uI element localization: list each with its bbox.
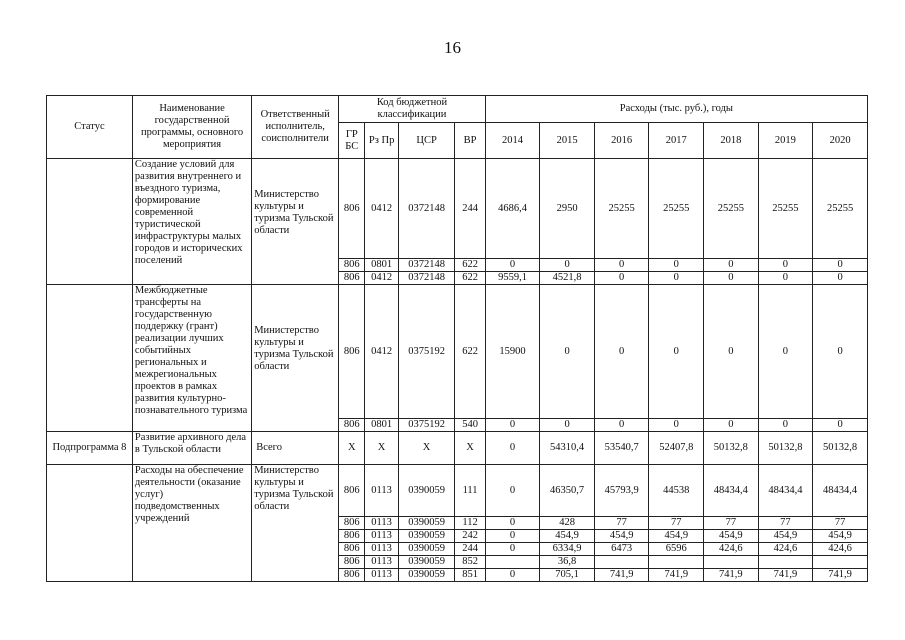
vr-cell: 112 bbox=[455, 517, 485, 530]
amount-cell: 0 bbox=[540, 285, 595, 419]
csr-cell: 0375192 bbox=[398, 419, 455, 432]
rzpr-cell: 0113 bbox=[365, 569, 398, 582]
amount-cell: 0 bbox=[813, 419, 868, 432]
amount-cell bbox=[594, 556, 649, 569]
grbs-cell: 806 bbox=[339, 465, 365, 517]
header-year: 2018 bbox=[704, 123, 759, 159]
amount-cell: 53540,7 bbox=[594, 432, 649, 465]
vr-cell: Х bbox=[455, 432, 485, 465]
vr-cell: 540 bbox=[455, 419, 485, 432]
grbs-cell: 806 bbox=[339, 419, 365, 432]
vr-cell: 242 bbox=[455, 530, 485, 543]
amount-cell: 0 bbox=[649, 259, 704, 272]
rzpr-cell: 0113 bbox=[365, 543, 398, 556]
amount-cell: 454,9 bbox=[649, 530, 704, 543]
vr-cell: 111 bbox=[455, 465, 485, 517]
vr-cell: 622 bbox=[455, 259, 485, 272]
csr-cell: Х bbox=[398, 432, 455, 465]
amount-cell: 44538 bbox=[649, 465, 704, 517]
amount-cell: 428 bbox=[540, 517, 595, 530]
amount-cell: 0 bbox=[485, 543, 540, 556]
csr-cell: 0372148 bbox=[398, 272, 455, 285]
grbs-cell: 806 bbox=[339, 272, 365, 285]
amount-cell: 741,9 bbox=[813, 569, 868, 582]
rzpr-cell: 0113 bbox=[365, 517, 398, 530]
amount-cell: 0 bbox=[813, 272, 868, 285]
grbs-cell: 806 bbox=[339, 517, 365, 530]
header-csr: ЦСР bbox=[398, 123, 455, 159]
amount-cell: 0 bbox=[649, 285, 704, 419]
table-row bbox=[47, 159, 868, 259]
amount-cell: 0 bbox=[758, 285, 813, 419]
amount-cell: 2950 bbox=[540, 159, 595, 259]
amount-cell: 0 bbox=[540, 419, 595, 432]
table-row bbox=[47, 285, 868, 419]
amount-cell: 424,6 bbox=[813, 543, 868, 556]
amount-cell: 15900 bbox=[485, 285, 540, 419]
header-year: 2019 bbox=[758, 123, 813, 159]
amount-cell: 454,9 bbox=[704, 530, 759, 543]
amount-cell: 0 bbox=[813, 259, 868, 272]
header-expenses: Расходы (тыс. руб.), годы bbox=[485, 96, 867, 123]
amount-cell: 4521,8 bbox=[540, 272, 595, 285]
grbs-cell: 806 bbox=[339, 530, 365, 543]
grbs-cell: Х bbox=[339, 432, 365, 465]
csr-cell: 0390059 bbox=[398, 517, 455, 530]
header-program-name: Наименование государственной программы, основного мероприятия bbox=[132, 96, 251, 159]
amount-cell: 25255 bbox=[704, 159, 759, 259]
amount-cell: 77 bbox=[649, 517, 704, 530]
amount-cell: 50132,8 bbox=[704, 432, 759, 465]
csr-cell: 0390059 bbox=[398, 556, 455, 569]
amount-cell: 0 bbox=[594, 272, 649, 285]
amount-cell: 454,9 bbox=[758, 530, 813, 543]
amount-cell: 0 bbox=[540, 259, 595, 272]
amount-cell: 54310,4 bbox=[540, 432, 595, 465]
amount-cell: 741,9 bbox=[704, 569, 759, 582]
amount-cell: 0 bbox=[758, 419, 813, 432]
amount-cell: 0 bbox=[649, 272, 704, 285]
amount-cell: 454,9 bbox=[540, 530, 595, 543]
amount-cell: 0 bbox=[704, 285, 759, 419]
executor-cell: Министерство культуры и туризма Тульской области bbox=[252, 159, 339, 285]
amount-cell: 0 bbox=[485, 569, 540, 582]
status-cell: Подпрограмма 8 bbox=[47, 432, 133, 465]
header-status: Статус bbox=[47, 96, 133, 159]
grbs-cell: 806 bbox=[339, 556, 365, 569]
amount-cell: 0 bbox=[758, 259, 813, 272]
status-cell bbox=[47, 159, 133, 285]
header-year: 2020 bbox=[813, 123, 868, 159]
rzpr-cell: 0801 bbox=[365, 259, 398, 272]
amount-cell: 48434,4 bbox=[758, 465, 813, 517]
status-cell bbox=[47, 465, 133, 582]
rzpr-cell: 0412 bbox=[365, 159, 398, 259]
amount-cell: 48434,4 bbox=[704, 465, 759, 517]
amount-cell: 454,9 bbox=[594, 530, 649, 543]
vr-cell: 244 bbox=[455, 159, 485, 259]
amount-cell: 50132,8 bbox=[758, 432, 813, 465]
executor-cell: Всего bbox=[252, 432, 339, 465]
amount-cell: 0 bbox=[485, 432, 540, 465]
amount-cell bbox=[485, 556, 540, 569]
csr-cell: 0372148 bbox=[398, 259, 455, 272]
amount-cell: 705,1 bbox=[540, 569, 595, 582]
amount-cell: 77 bbox=[594, 517, 649, 530]
amount-cell: 0 bbox=[704, 259, 759, 272]
program-name-cell: Расходы на обеспечение деятельности (оказание услуг) подведомственных учреждений bbox=[132, 465, 251, 582]
header-rzpr: Рз Пр bbox=[365, 123, 398, 159]
executor-cell: Министерство культуры и туризма Тульской области bbox=[252, 465, 339, 582]
rzpr-cell: 0113 bbox=[365, 465, 398, 517]
grbs-cell: 806 bbox=[339, 159, 365, 259]
amount-cell: 6596 bbox=[649, 543, 704, 556]
rzpr-cell: Х bbox=[365, 432, 398, 465]
amount-cell: 6473 bbox=[594, 543, 649, 556]
vr-cell: 622 bbox=[455, 285, 485, 419]
executor-cell: Министерство культуры и туризма Тульской области bbox=[252, 285, 339, 432]
amount-cell: 741,9 bbox=[649, 569, 704, 582]
amount-cell bbox=[704, 556, 759, 569]
amount-cell: 0 bbox=[704, 272, 759, 285]
table-row bbox=[47, 465, 868, 517]
amount-cell: 52407,8 bbox=[649, 432, 704, 465]
amount-cell: 77 bbox=[704, 517, 759, 530]
amount-cell: 0 bbox=[704, 419, 759, 432]
amount-cell bbox=[758, 556, 813, 569]
amount-cell: 4686,4 bbox=[485, 159, 540, 259]
header-budget-code: Код бюджетной классификации bbox=[339, 96, 486, 123]
header-year: 2016 bbox=[594, 123, 649, 159]
program-name-cell: Развитие архивного дела в Тульской области bbox=[132, 432, 251, 465]
amount-cell: 0 bbox=[594, 259, 649, 272]
amount-cell: 741,9 bbox=[594, 569, 649, 582]
amount-cell: 741,9 bbox=[758, 569, 813, 582]
table-row bbox=[47, 432, 868, 465]
grbs-cell: 806 bbox=[339, 259, 365, 272]
header-vr: ВР bbox=[455, 123, 485, 159]
vr-cell: 622 bbox=[455, 272, 485, 285]
amount-cell: 45793,9 bbox=[594, 465, 649, 517]
amount-cell: 0 bbox=[758, 272, 813, 285]
amount-cell: 36,8 bbox=[540, 556, 595, 569]
amount-cell: 6334,9 bbox=[540, 543, 595, 556]
vr-cell: 851 bbox=[455, 569, 485, 582]
rzpr-cell: 0801 bbox=[365, 419, 398, 432]
csr-cell: 0372148 bbox=[398, 159, 455, 259]
vr-cell: 852 bbox=[455, 556, 485, 569]
rzpr-cell: 0113 bbox=[365, 556, 398, 569]
header-grbs: ГР БС bbox=[339, 123, 365, 159]
amount-cell: 77 bbox=[813, 517, 868, 530]
amount-cell: 0 bbox=[485, 465, 540, 517]
amount-cell bbox=[813, 556, 868, 569]
amount-cell: 454,9 bbox=[813, 530, 868, 543]
rzpr-cell: 0412 bbox=[365, 272, 398, 285]
grbs-cell: 806 bbox=[339, 543, 365, 556]
amount-cell: 0 bbox=[485, 517, 540, 530]
grbs-cell: 806 bbox=[339, 569, 365, 582]
page-number: 16 bbox=[444, 38, 461, 57]
amount-cell bbox=[649, 556, 704, 569]
amount-cell: 9559,1 bbox=[485, 272, 540, 285]
amount-cell: 25255 bbox=[813, 159, 868, 259]
grbs-cell: 806 bbox=[339, 285, 365, 419]
amount-cell: 0 bbox=[813, 285, 868, 419]
csr-cell: 0390059 bbox=[398, 530, 455, 543]
amount-cell: 0 bbox=[594, 419, 649, 432]
status-cell bbox=[47, 285, 133, 432]
program-name-cell: Создание условий для развития внутреннего и въездного туризма, формирование современной туристической инфраструктуры малых городов и исторических поселений bbox=[132, 159, 251, 285]
amount-cell: 424,6 bbox=[704, 543, 759, 556]
header-year: 2014 bbox=[485, 123, 540, 159]
amount-cell: 25255 bbox=[594, 159, 649, 259]
amount-cell: 0 bbox=[594, 285, 649, 419]
amount-cell: 25255 bbox=[649, 159, 704, 259]
amount-cell: 50132,8 bbox=[813, 432, 868, 465]
csr-cell: 0375192 bbox=[398, 285, 455, 419]
amount-cell: 0 bbox=[485, 530, 540, 543]
budget-table bbox=[46, 95, 868, 582]
amount-cell: 0 bbox=[485, 259, 540, 272]
csr-cell: 0390059 bbox=[398, 569, 455, 582]
amount-cell: 77 bbox=[758, 517, 813, 530]
amount-cell: 25255 bbox=[758, 159, 813, 259]
amount-cell: 48434,4 bbox=[813, 465, 868, 517]
program-name-cell: Межбюджетные трансферты на государственную поддержку (грант) реализации лучших событийных региональных и межрегиональных проектов в рамках развития культурно-познавательного туризма bbox=[132, 285, 251, 432]
rzpr-cell: 0412 bbox=[365, 285, 398, 419]
vr-cell: 244 bbox=[455, 543, 485, 556]
header-responsible: Ответственный исполнитель, соисполнители bbox=[252, 96, 339, 159]
csr-cell: 0390059 bbox=[398, 543, 455, 556]
amount-cell: 0 bbox=[649, 419, 704, 432]
amount-cell: 424,6 bbox=[758, 543, 813, 556]
header-year: 2015 bbox=[540, 123, 595, 159]
csr-cell: 0390059 bbox=[398, 465, 455, 517]
amount-cell: 0 bbox=[485, 419, 540, 432]
amount-cell: 46350,7 bbox=[540, 465, 595, 517]
header-year: 2017 bbox=[649, 123, 704, 159]
rzpr-cell: 0113 bbox=[365, 530, 398, 543]
